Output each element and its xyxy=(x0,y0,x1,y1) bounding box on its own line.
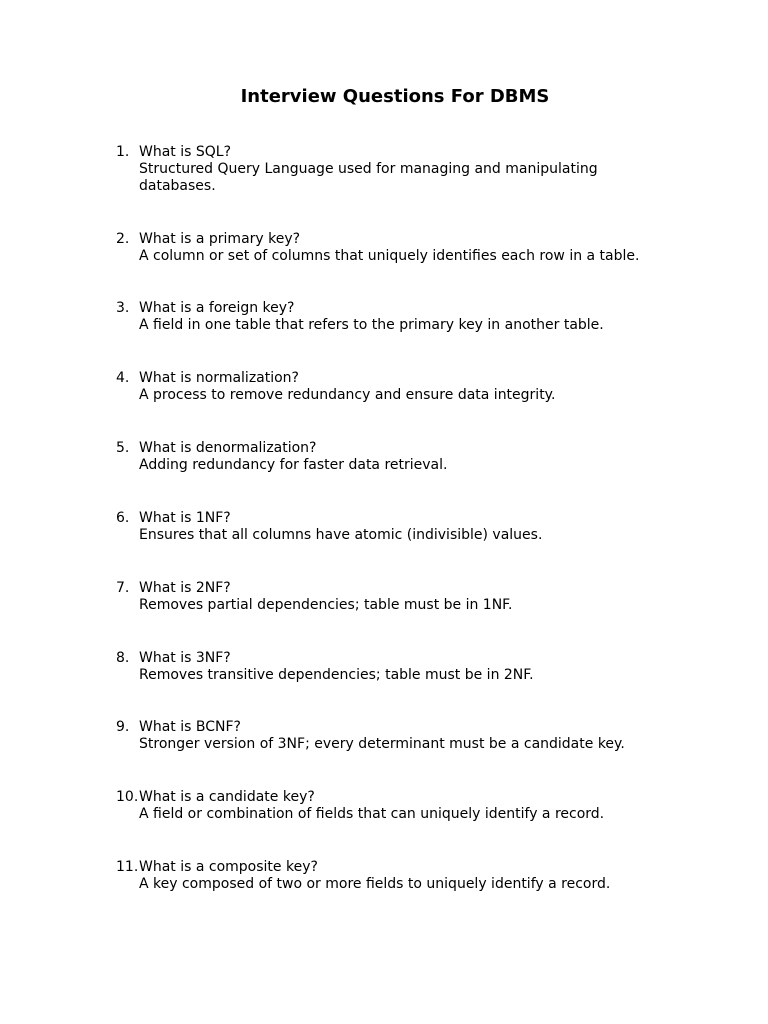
answer-text: A field or combination of fields that can uniquely identify a record. xyxy=(139,806,605,822)
item-body xyxy=(139,370,659,404)
answer-text: A column or set of columns that uniquely identifies each row in a table. xyxy=(139,248,640,264)
answer-text: Removes transitive dependencies; table must be in 2NF. xyxy=(139,667,534,683)
answer-text: A key composed of two or more fields to uniquely identify a record. xyxy=(139,876,611,892)
question-text: What is denormalization? xyxy=(139,440,317,456)
item-number: 3. xyxy=(116,300,130,316)
answer-text: Ensures that all columns have atomic (indivisible) values. xyxy=(139,527,543,543)
answer-text: Removes partial dependencies; table must be in 1NF. xyxy=(139,597,513,613)
item-body xyxy=(139,231,669,265)
item-number: 10. xyxy=(116,789,139,805)
item-body xyxy=(139,859,659,893)
question-text: What is a candidate key? xyxy=(139,789,315,805)
question-text: What is 3NF? xyxy=(139,650,231,666)
item-body xyxy=(139,789,659,823)
item-body xyxy=(139,580,659,614)
item-number: 8. xyxy=(116,650,130,666)
item-body xyxy=(139,719,659,753)
item-body xyxy=(139,300,659,334)
item-number: 5. xyxy=(116,440,130,456)
answer-text: Stronger version of 3NF; every determinant must be a candidate key. xyxy=(139,736,625,752)
item-body xyxy=(139,440,659,474)
question-text: What is normalization? xyxy=(139,370,299,386)
item-number: 2. xyxy=(116,231,130,247)
question-text: What is BCNF? xyxy=(139,719,241,735)
item-number: 11. xyxy=(116,859,139,875)
question-text: What is 2NF? xyxy=(139,580,231,596)
item-body xyxy=(139,510,659,544)
item-number: 4. xyxy=(116,370,130,386)
item-body xyxy=(139,144,659,195)
question-text: What is SQL? xyxy=(139,144,232,160)
question-text: What is 1NF? xyxy=(139,510,231,526)
question-text: What is a composite key? xyxy=(139,859,318,875)
answer-text: Adding redundancy for faster data retrieval. xyxy=(139,457,448,473)
answer-text: A field in one table that refers to the primary key in another table. xyxy=(139,317,604,333)
item-number: 9. xyxy=(116,719,130,735)
item-number: 6. xyxy=(116,510,130,526)
answer-text: A process to remove redundancy and ensure data integrity. xyxy=(139,387,556,403)
answer-text: Structured Query Language used for managing and manipulating databases. xyxy=(139,161,598,194)
question-text: What is a primary key? xyxy=(139,231,301,247)
item-number: 1. xyxy=(116,144,130,160)
question-text: What is a foreign key? xyxy=(139,300,295,316)
item-body xyxy=(139,650,659,684)
item-number: 7. xyxy=(116,580,130,596)
page-title: Interview Questions For DBMS xyxy=(240,86,550,107)
